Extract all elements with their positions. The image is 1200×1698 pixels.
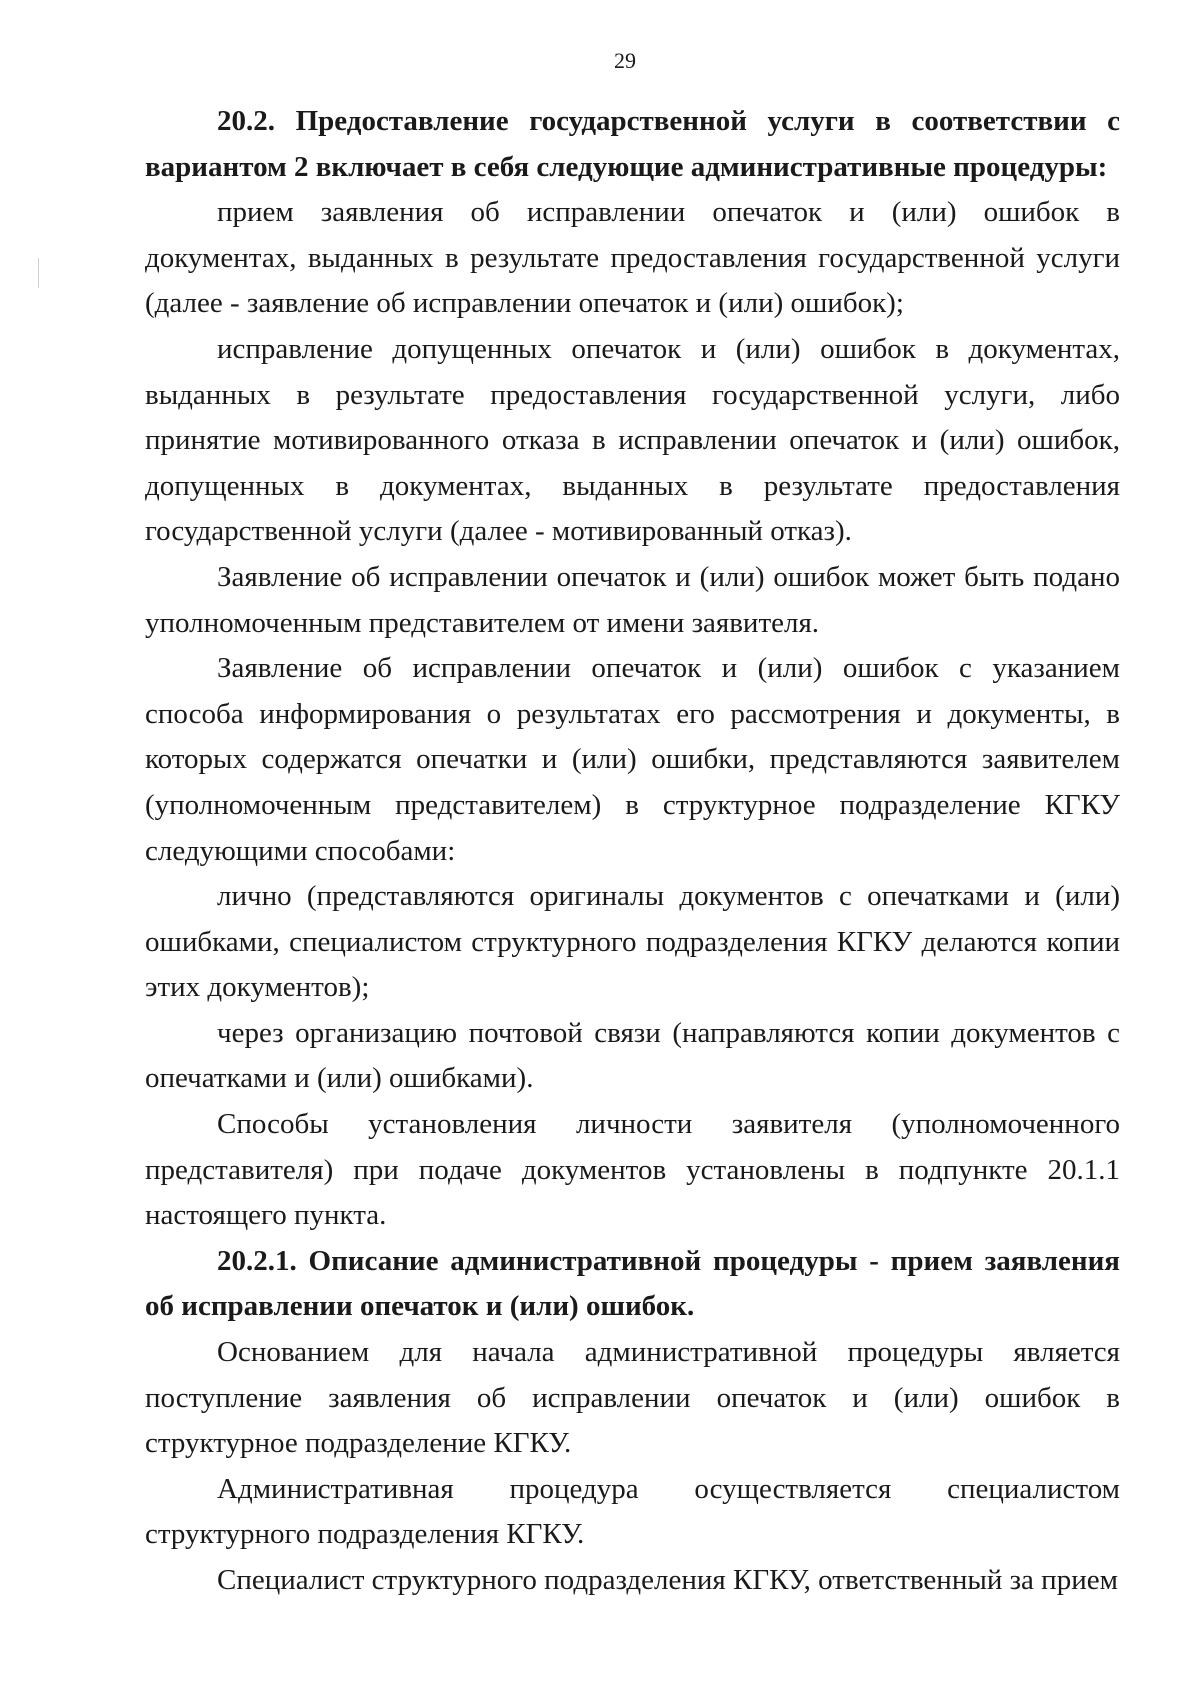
paragraph: через организацию почтовой связи (направляются копии документов с опечатками и (или) ошибками). bbox=[145, 1016, 1120, 1095]
paragraph: Административная процедура осуществляется специалистом структурного подразделения КГКУ. bbox=[145, 1472, 1120, 1551]
paragraph: Специалист структурного подразделения КГКУ, ответственный за прием bbox=[217, 1564, 1118, 1596]
paragraph: исправление допущенных опечаток и (или) ошибок в документах, выданных в результате предоставления государственной услуги, либо принятие мотивированного отказа в исправлении опечаток и (или) ошибок, допущенных в документах, выданных в результате предоставления государственной услуги (далее - мотивированный отказ). bbox=[145, 332, 1120, 548]
document-body bbox=[145, 99, 1120, 1604]
paragraph: лично (представляются оригиналы документов с опечатками и (или) ошибками, специалистом структурного подразделения КГКУ делаются копии этих документов); bbox=[145, 880, 1120, 1004]
paragraph: Заявление об исправлении опечаток и (или) ошибок с указанием способа информирования о результатах его рассмотрения и документы, в которых содержатся опечатки и (или) ошибки, представляются заявителем (уполномоченным представителем) в структурное подразделение КГКУ следующими способами: bbox=[145, 652, 1120, 867]
paragraph: Основанием для начала административной процедуры является поступление заявления об исправлении опечаток и (или) ошибок в структурное подразделение КГКУ. bbox=[145, 1336, 1120, 1460]
section-heading-20-2: 20.2. Предоставление государственной услуги в соответствии с вариантом 2 включает в себя следующие административные процедуры: bbox=[145, 105, 1120, 183]
section-heading-20-2-1: 20.2.1. Описание административной процедуры - прием заявления об исправлении опечаток и (или) ошибок. bbox=[145, 1244, 1120, 1323]
paragraph: прием заявления об исправлении опечаток и (или) ошибок в документах, выданных в результате предоставления государственной услуги (далее - заявление об исправлении опечаток и (или) ошибок); bbox=[145, 196, 1120, 320]
paragraph: Заявление об исправлении опечаток и (или) ошибок может быть подано уполномоченным представителем от имени заявителя. bbox=[145, 560, 1120, 639]
scan-margin-mark bbox=[38, 258, 39, 288]
paragraph: Способы установления личности заявителя (уполномоченного представителя) при подаче документов установлены в подпункте 20.1.1 настоящего пункта. bbox=[145, 1108, 1120, 1232]
page-number: 29 bbox=[614, 48, 636, 73]
